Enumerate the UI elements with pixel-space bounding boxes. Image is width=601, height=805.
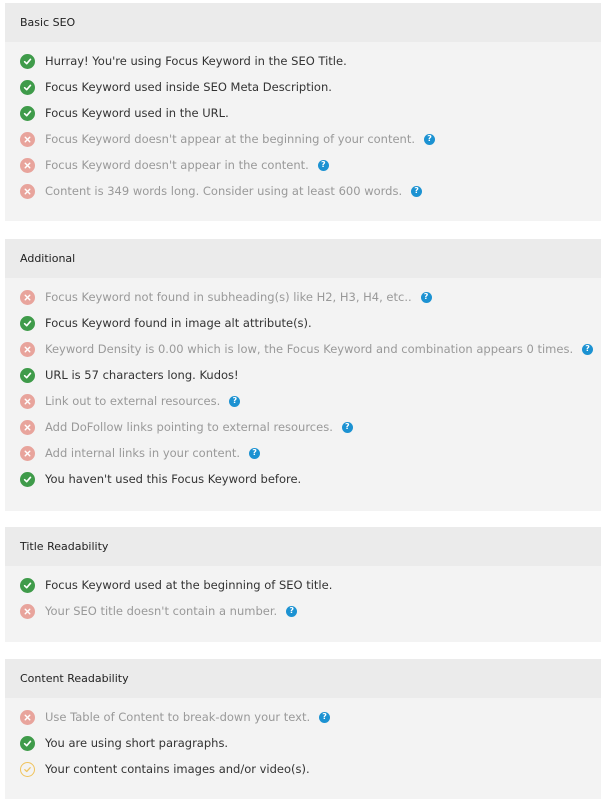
cross-icon: [20, 290, 35, 305]
check-icon: [20, 578, 35, 593]
help-icon[interactable]: ?: [229, 396, 240, 407]
check-text: Focus Keyword found in image alt attribute(s).: [45, 316, 312, 330]
cross-icon: [20, 446, 35, 461]
check-item: [5, 756, 601, 782]
section-title: Content Readability: [5, 659, 601, 698]
check-item: [5, 100, 601, 126]
check-item: [5, 336, 601, 362]
section-content-readability: [5, 659, 601, 799]
help-icon[interactable]: ?: [411, 186, 422, 197]
check-icon: [20, 736, 35, 751]
check-text: Focus Keyword doesn't appear in the content.: [45, 158, 309, 172]
help-icon[interactable]: ?: [318, 160, 329, 171]
check-text: You are using short paragraphs.: [45, 736, 229, 750]
section-basic-seo: [5, 3, 601, 221]
help-icon[interactable]: ?: [424, 134, 435, 145]
check-item: [5, 48, 601, 74]
help-icon[interactable]: ?: [421, 292, 432, 303]
cross-icon: [20, 158, 35, 173]
help-icon[interactable]: ?: [342, 422, 353, 433]
check-item: [5, 152, 601, 178]
check-icon: [20, 54, 35, 69]
help-icon[interactable]: ?: [249, 448, 260, 459]
check-text: Use Table of Content to break-down your text.: [45, 710, 311, 724]
cross-icon: [20, 604, 35, 619]
check-icon: [20, 80, 35, 95]
cross-icon: [20, 420, 35, 435]
check-item: [5, 178, 601, 204]
check-item: [5, 414, 601, 440]
check-text: You haven't used this Focus Keyword before.: [45, 472, 302, 486]
check-item: [5, 704, 601, 730]
help-icon[interactable]: ?: [582, 344, 593, 355]
check-item: [5, 74, 601, 100]
check-icon: [20, 316, 35, 331]
check-text: URL is 57 characters long. Kudos!: [45, 368, 239, 382]
check-text: Add internal links in your content.: [45, 446, 241, 460]
check-text: Hurray! You're using Focus Keyword in the SEO Title.: [45, 54, 347, 68]
cross-icon: [20, 132, 35, 147]
section-title: Title Readability: [5, 527, 601, 566]
check-icon: [20, 368, 35, 383]
check-item: [5, 572, 601, 598]
check-text: Focus Keyword not found in subheading(s) like H2, H3, H4, etc..: [45, 290, 412, 304]
check-item: [5, 310, 601, 336]
cross-icon: [20, 394, 35, 409]
check-text: Focus Keyword used inside SEO Meta Description.: [45, 80, 332, 94]
check-text: Your content contains images and/or video(s).: [45, 762, 310, 776]
check-text: Add DoFollow links pointing to external resources.: [45, 420, 333, 434]
check-item: [5, 730, 601, 756]
check-text: Your SEO title doesn't contain a number.: [45, 604, 278, 618]
cross-icon: [20, 184, 35, 199]
check-item: [5, 598, 601, 624]
check-text: Focus Keyword doesn't appear at the beginning of your content.: [45, 132, 416, 146]
section-title: Basic SEO: [5, 3, 601, 42]
help-icon[interactable]: ?: [319, 712, 330, 723]
check-text: Content is 349 words long. Consider using at least 600 words.: [45, 184, 403, 198]
help-icon[interactable]: ?: [286, 606, 297, 617]
cross-icon: [20, 342, 35, 357]
check-text: Link out to external resources.: [45, 394, 221, 408]
check-list: [5, 42, 601, 204]
section-title: Additional: [5, 239, 601, 278]
check-item: [5, 388, 601, 414]
check-text: Focus Keyword used in the URL.: [45, 106, 229, 120]
check-text: Keyword Density is 0.00 which is low, the Focus Keyword and combination appears 0 times.: [45, 342, 574, 356]
check-item: [5, 466, 601, 492]
check-item: [5, 126, 601, 152]
check-list: [5, 566, 601, 624]
check-item: [5, 440, 601, 466]
check-icon: [20, 106, 35, 121]
cross-icon: [20, 710, 35, 725]
check-item: [5, 284, 601, 310]
section-additional: [5, 239, 601, 511]
warning-check-icon: [20, 762, 35, 777]
check-list: [5, 278, 601, 492]
check-text: Focus Keyword used at the beginning of SEO title.: [45, 578, 333, 592]
check-list: [5, 698, 601, 782]
section-title-readability: [5, 527, 601, 642]
check-item: [5, 362, 601, 388]
check-icon: [20, 472, 35, 487]
